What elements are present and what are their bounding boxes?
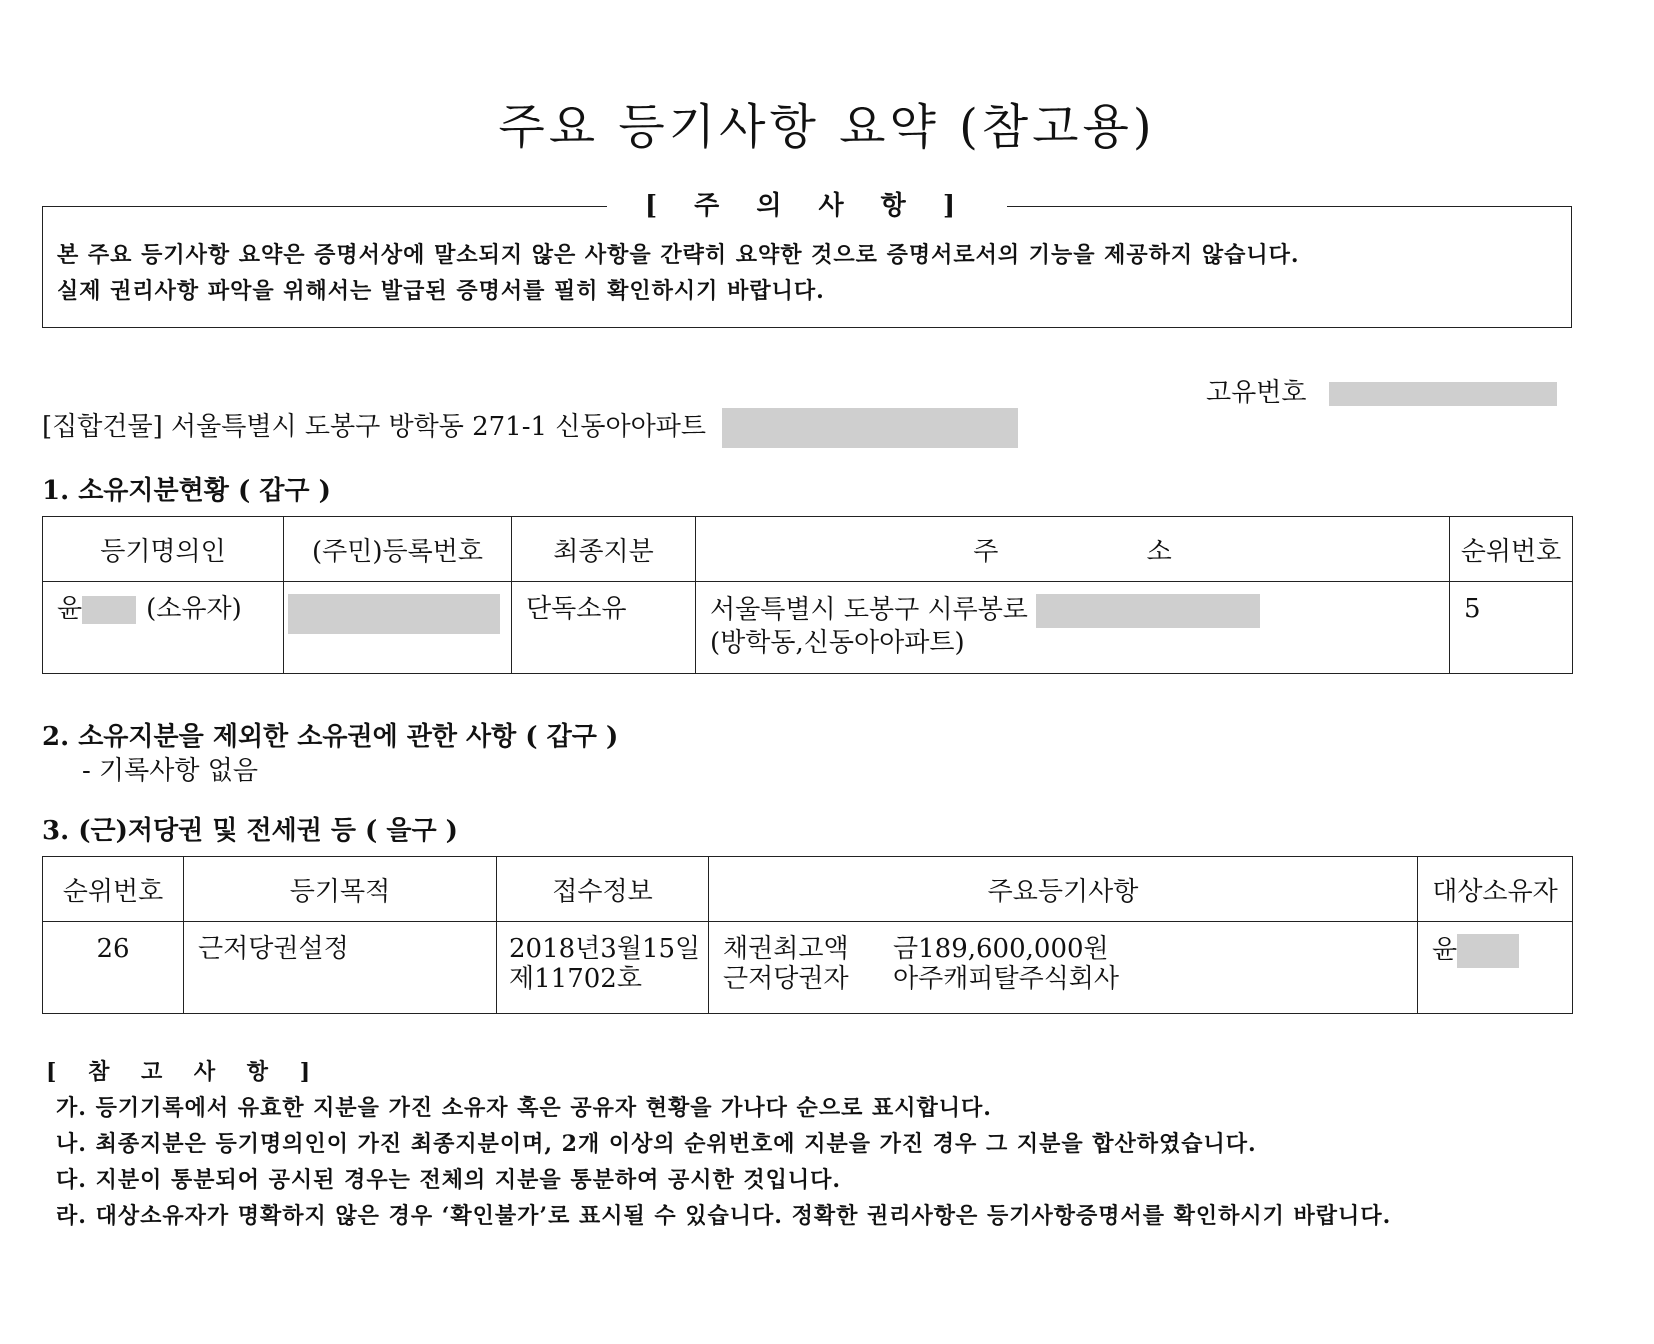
detail-1-value: 금189,600,000원 [893,934,1109,964]
mortgage-rank-cell: 26 [43,922,184,1014]
table-header-row [43,517,1573,582]
redacted-address-detail [722,408,1018,448]
header-purpose: 등기목적 [184,857,497,922]
owner-address-line-1: 서울특별시 도봉구 시루봉로 [710,595,1028,625]
table-row [43,582,1573,674]
unique-number [1206,372,1557,409]
caution-line-1: 본 주요 등기사항 요약은 증명서상에 말소되지 않은 사항을 간략히 요약한 것으로 증명서로서의 기능을 제공하지 않습니다. [57,242,1300,268]
receipt-number: 제11702호 [509,964,642,994]
caution-line-2: 실제 권리사항 파악을 위해서는 발급된 증명서를 필히 확인하시기 바랍니다. [57,278,825,304]
header-reg-number: (주민)등록번호 [284,517,512,582]
ownership-table [42,516,1573,674]
reg-number-cell [284,582,512,674]
redacted-owner-name [82,596,136,624]
section-3-heading: 3. (근)저당권 및 전세권 등 ( 을구 ) [42,816,458,846]
note-item-1: 가. 등기기록에서 유효한 지분을 가진 소유자 혹은 공유자 현황을 가나다 순으로 표시합니다. [56,1095,992,1121]
owner-cell [43,582,284,674]
redacted-target-owner [1457,934,1519,968]
detail-2-label: 근저당권자 [723,964,849,994]
detail-2-value: 아주캐피탈주식회사 [893,964,1120,994]
mortgage-table [42,856,1573,1014]
purpose-cell: 근저당권설정 [184,922,497,1014]
owner-name-prefix: 윤 [57,594,83,624]
note-item-2: 나. 최종지분은 등기명의인이 가진 최종지분이며, 2개 이상의 순위번호에 지분을 가진 경우 그 지분을 합산하였습니다. [56,1131,1257,1157]
owner-role: (소유자) [146,594,242,624]
section-2-heading: 2. 소유지분을 제외한 소유권에 관한 사항 ( 갑구 ) [42,722,619,752]
property-address [42,406,1018,448]
receipt-cell [497,922,709,1014]
owner-address-cell [696,582,1450,674]
header-rank: 순위번호 [1450,517,1573,582]
receipt-date: 2018년3월15일 [509,934,701,964]
caution-box [42,191,1572,328]
section-2-note: - 기록사항 없음 [82,756,259,786]
table-row [43,922,1573,1014]
table-header-row [43,857,1573,922]
redacted-unique-number [1329,382,1557,406]
note-item-3: 다. 지분이 통분되어 공시된 경우는 전체의 지분을 통분하여 공시한 것입니다. [56,1167,842,1193]
header-address: 주 소 [696,517,1450,582]
share-cell: 단독소유 [512,582,696,674]
note-item-4: 라. 대상소유자가 명확하지 않은 경우 ‘확인불가’로 표시될 수 있습니다. 정확한 권리사항은 등기사항증명서를 확인하시기 바랍니다. [56,1203,1392,1229]
header-details: 주요등기사항 [709,857,1418,922]
target-owner-cell [1418,922,1573,1014]
header-target-owner: 대상소유자 [1418,857,1573,922]
target-owner-prefix: 윤 [1432,935,1458,965]
unique-number-label: 고유번호 [1206,378,1307,408]
header-final-share: 최종지분 [512,517,696,582]
redacted-owner-address [1036,594,1260,628]
details-cell [709,922,1418,1014]
reference-notes [46,1054,1576,1234]
header-receipt: 접수정보 [497,857,709,922]
owner-address-line-2: (방학동,신동아아파트) [710,628,965,658]
document-title: 주요 등기사항 요약 (참고용) [498,99,1156,155]
caution-text [57,237,1561,309]
section-1-heading: 1. 소유지분현황 ( 갑구 ) [42,476,331,506]
property-address-text: [집합건물] 서울특별시 도봉구 방학동 271-1 신동아아파트 [42,412,707,442]
detail-1-label: 채권최고액 [723,934,849,964]
header-rank: 순위번호 [43,857,184,922]
rank-cell: 5 [1450,582,1573,674]
redacted-reg-number [288,594,500,634]
notes-label: [ 참 고 사 항 ] [46,1059,323,1085]
header-owner: 등기명의인 [43,517,284,582]
caution-label: [ 주 의 사 항 ] [607,191,1007,221]
